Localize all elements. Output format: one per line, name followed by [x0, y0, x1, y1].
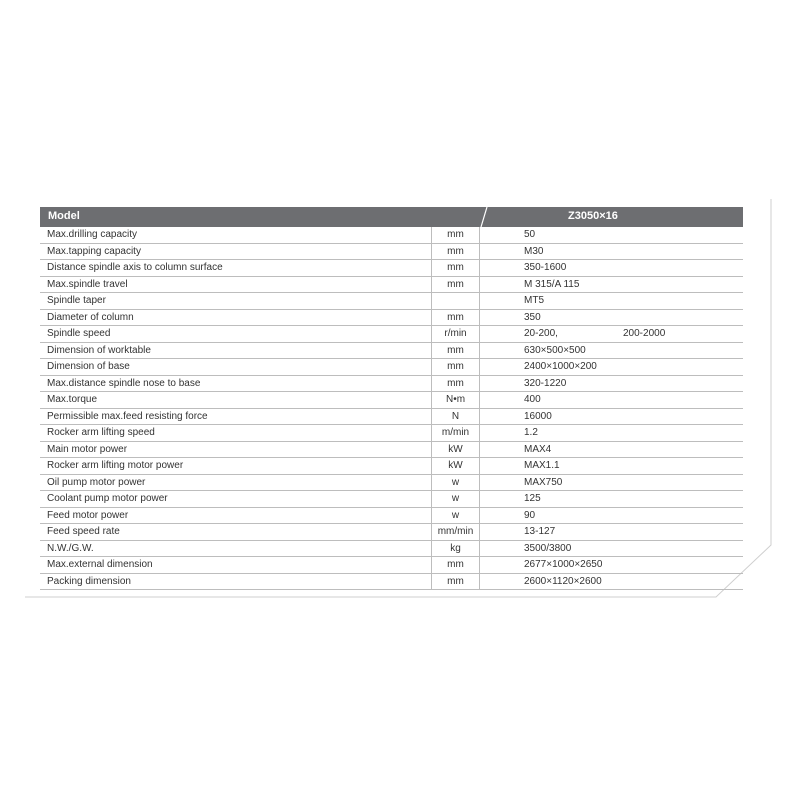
- value-cell: 50: [524, 229, 536, 240]
- value-cell-secondary: 200-2000: [623, 328, 666, 339]
- table-row: [40, 244, 743, 261]
- table-row: [40, 557, 743, 574]
- value-cell: MAX1.1: [524, 460, 560, 471]
- value-cell: 2400×1000×200: [524, 361, 597, 372]
- param-cell: Max.drilling capacity: [47, 229, 138, 240]
- table-row: [40, 326, 743, 343]
- unit-cell: mm: [431, 260, 480, 276]
- param-cell: Spindle speed: [47, 328, 111, 339]
- param-cell: Main motor power: [47, 443, 128, 455]
- value-cell: MT5: [524, 295, 544, 306]
- table-row: [40, 277, 743, 294]
- value-cell: 2677×1000×2650: [524, 559, 603, 570]
- param-cell: Coolant pump motor power: [47, 493, 168, 504]
- table-row: [40, 260, 743, 277]
- value-cell: 400: [524, 394, 541, 405]
- table-row: [40, 293, 743, 310]
- table-row: [40, 310, 743, 327]
- unit-cell: N: [431, 409, 480, 425]
- value-cell: MAX750: [524, 476, 563, 488]
- unit-cell: mm: [431, 277, 480, 293]
- spec-table: [40, 207, 743, 590]
- unit-cell: mm: [431, 244, 480, 260]
- unit-cell: mm: [431, 343, 480, 359]
- value-cell: 350: [524, 311, 541, 323]
- param-cell: Max.distance spindle nose to base: [47, 377, 201, 389]
- header-divider: [40, 207, 743, 227]
- table-row: [40, 409, 743, 426]
- param-cell: Max.spindle travel: [47, 278, 128, 290]
- param-cell: N.W./G.W.: [47, 542, 94, 554]
- value-cell: 350-1600: [524, 262, 567, 273]
- table-row: [40, 425, 743, 442]
- value-cell: M30: [524, 245, 544, 257]
- unit-cell: mm: [431, 574, 480, 590]
- unit-cell: r/min: [431, 326, 480, 342]
- value-cell: 630×500×500: [524, 344, 586, 356]
- unit-cell: kW: [431, 442, 480, 458]
- table-row: [40, 359, 743, 376]
- param-cell: Dimension of base: [47, 361, 130, 372]
- table-row: [40, 227, 743, 244]
- param-cell: Distance spindle axis to column surface: [47, 262, 223, 273]
- unit-cell: mm: [431, 557, 480, 573]
- param-cell: Dimension of worktable: [47, 344, 151, 356]
- unit-cell: mm: [431, 227, 480, 243]
- unit-cell: mm/min: [431, 524, 480, 540]
- table-row: [40, 475, 743, 492]
- unit-cell: kW: [431, 458, 480, 474]
- unit-cell: mm: [431, 310, 480, 326]
- table-row: [40, 508, 743, 525]
- param-cell: Diameter of column: [47, 311, 134, 323]
- table-header: [40, 207, 743, 227]
- value-cell: 2600×1120×2600: [524, 575, 602, 587]
- unit-cell: m/min: [431, 425, 480, 441]
- unit-cell: w: [431, 491, 480, 507]
- value-cell: 13-127: [524, 526, 556, 537]
- param-cell: Rocker arm lifting motor power: [47, 460, 184, 471]
- table-row: [40, 376, 743, 393]
- table-row: [40, 442, 743, 459]
- unit-cell: mm: [431, 376, 480, 392]
- table-row: [40, 541, 743, 558]
- unit-cell: [431, 293, 480, 309]
- unit-cell: w: [431, 475, 480, 491]
- table-row: [40, 491, 743, 508]
- param-cell: Permissible max.feed resisting force: [47, 410, 208, 422]
- value-cell: 90: [524, 509, 536, 521]
- unit-cell: kg: [431, 541, 480, 557]
- value-cell: 320-1220: [524, 377, 567, 389]
- value-cell: 20-200,: [524, 328, 558, 339]
- param-cell: Max.torque: [47, 394, 98, 405]
- table-row: [40, 392, 743, 409]
- unit-cell: mm: [431, 359, 480, 375]
- param-cell: Feed speed rate: [47, 526, 120, 537]
- value-cell: M 315/A 115: [524, 278, 580, 290]
- param-cell: Feed motor power: [47, 509, 129, 521]
- model-value: Z3050×16: [568, 210, 618, 222]
- param-cell: Oil pump motor power: [47, 476, 146, 488]
- value-cell: 1.2: [524, 427, 538, 438]
- param-cell: Packing dimension: [47, 575, 131, 587]
- table-row: [40, 343, 743, 360]
- unit-cell: w: [431, 508, 480, 524]
- table-row: [40, 458, 743, 475]
- value-cell: 16000: [524, 410, 552, 422]
- table-row: [40, 574, 743, 591]
- unit-cell: N•m: [431, 392, 480, 408]
- param-cell: Spindle taper: [47, 295, 106, 306]
- value-cell: MAX4: [524, 443, 552, 455]
- param-cell: Max.external dimension: [47, 559, 153, 570]
- model-label: Model: [48, 210, 80, 222]
- param-cell: Max.tapping capacity: [47, 245, 141, 257]
- param-cell: Rocker arm lifting speed: [47, 427, 155, 438]
- value-cell: 125: [524, 493, 541, 504]
- value-cell: 3500/3800: [524, 542, 572, 554]
- table-row: [40, 524, 743, 541]
